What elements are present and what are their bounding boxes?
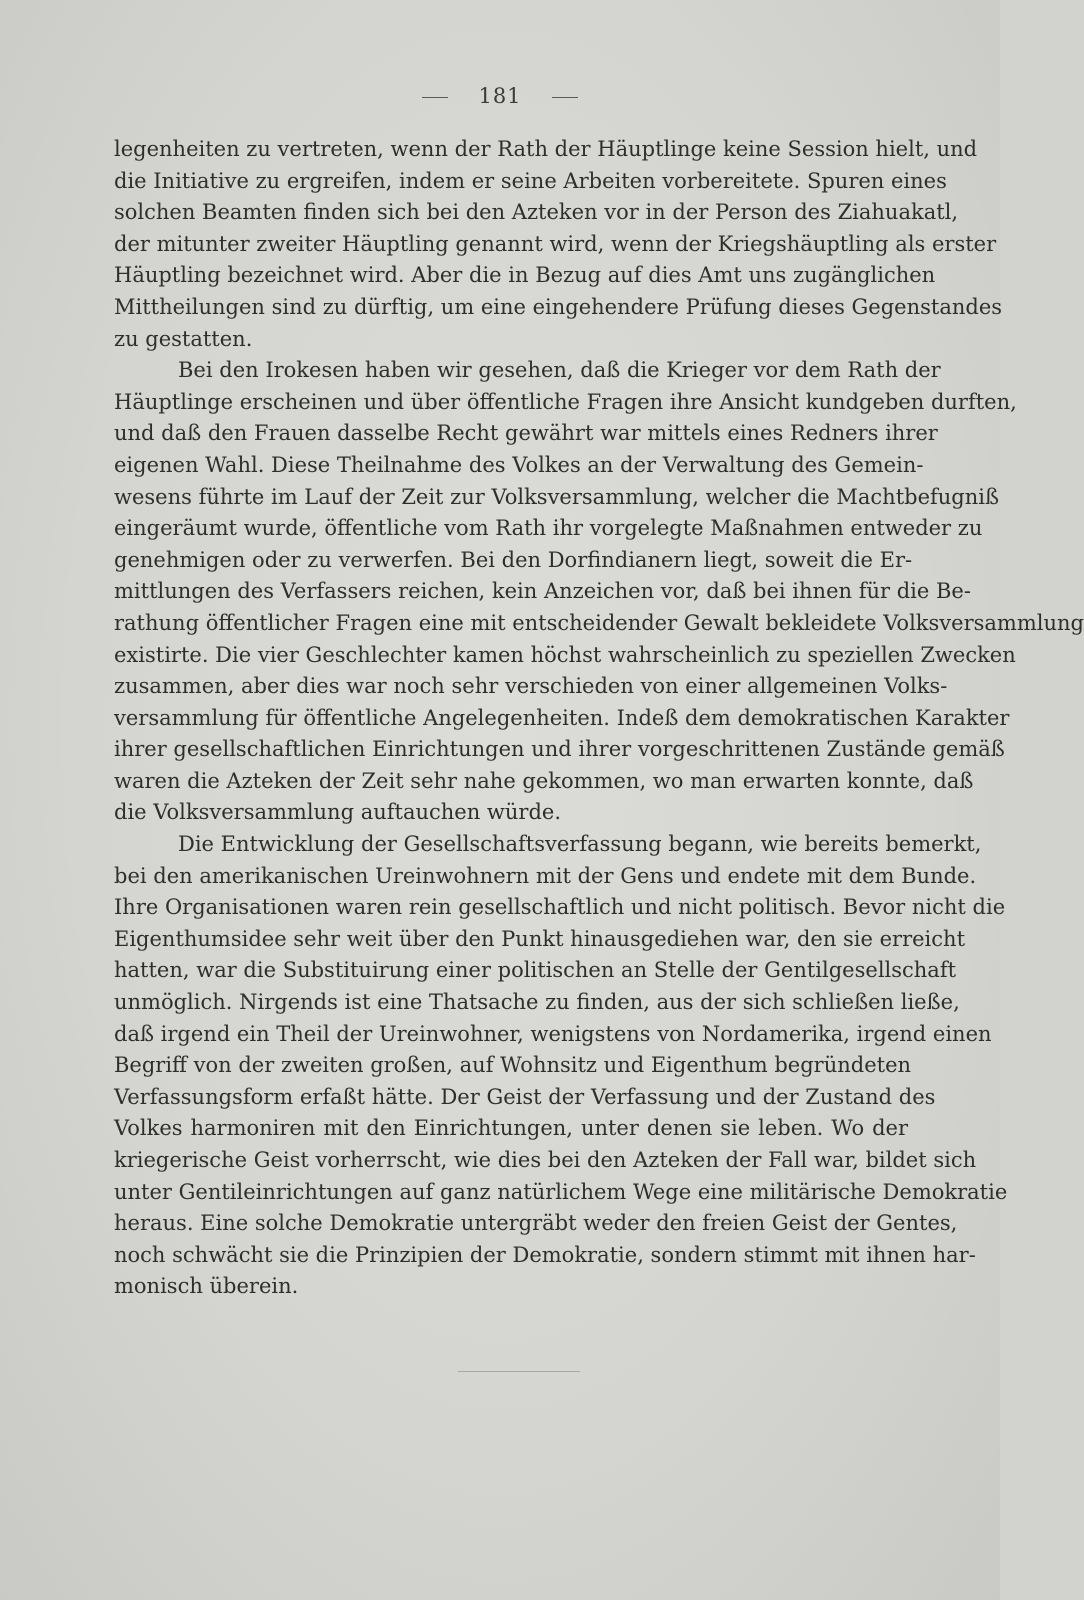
text-line: ihrer gesellschaftlichen Einrichtungen und ihrer vorgeschrittenen Zustände gemäß [114, 737, 1005, 762]
text-line: rathung öffentlicher Fragen eine mit entscheidender Gewalt bekleidete Volksversammlung [114, 610, 1084, 635]
text-line: Häuptlinge erscheinen und über öffentliche Fragen ihre Ansicht kundgeben durften, [114, 389, 1017, 414]
header-dash-left [422, 97, 448, 98]
text-line: Mittheilungen sind zu dürftig, um eine eingehendere Prüfung dieses Gegenstandes [114, 294, 1003, 319]
text-line: versammlung für öffentliche Angelegenheiten. Indeß dem demokratischen Karakter [114, 705, 1010, 730]
section-divider [458, 1371, 580, 1372]
text-line: noch schwächt sie die Prinzipien der Demokratie, sondern stimmt mit ihnen har- [114, 1242, 976, 1267]
header-dash-right [552, 97, 578, 98]
text-line: die Volksversammlung auftauchen würde. [114, 800, 561, 825]
text-line: Eigenthumsidee sehr weit über den Punkt hinausgediehen war, den sie erreicht [114, 926, 966, 951]
text-line: Ihre Organisationen waren rein gesellschaftlich und nicht politisch. Bevor nicht die [114, 895, 1006, 920]
text-line: waren die Azteken der Zeit sehr nahe gekommen, wo man erwarten konnte, daß [114, 768, 974, 793]
text-line: unter Gentileinrichtungen auf ganz natürlichem Wege eine militärische Demokratie [114, 1179, 1008, 1204]
text-line: Volkes harmoniren mit den Einrichtungen, unter denen sie leben. Wo der [114, 1116, 908, 1141]
text-line: unmöglich. Nirgends ist eine Thatsache zu finden, aus der sich schließen ließe, [114, 990, 960, 1015]
page-number: 181 [478, 84, 522, 108]
text-line: solchen Beamten finden sich bei den Azteken vor in der Person des Ziahuakatl, [114, 200, 959, 225]
text-line: eigenen Wahl. Diese Theilnahme des Volkes an der Verwaltung des Gemein- [114, 452, 924, 477]
text-line: der mitunter zweiter Häuptling genannt wird, wenn der Kriegshäuptling als erster [114, 231, 997, 256]
page-number-header [0, 84, 1000, 108]
text-line: Häuptling bezeichnet wird. Aber die in Bezug auf dies Amt uns zugänglichen [114, 263, 936, 288]
text-line: hatten, war die Substituirung einer politischen an Stelle der Gentilgesellschaft [114, 958, 957, 983]
text-line: die Initiative zu ergreifen, indem er seine Arbeiten vorbereitete. Spuren eines [114, 168, 947, 193]
text-line: heraus. Eine solche Demokratie untergräbt weder den freien Geist der Gentes, [114, 1211, 958, 1236]
text-line: existirte. Die vier Geschlechter kamen höchst wahrscheinlich zu speziellen Zwecken [114, 642, 1016, 667]
text-line: Bei den Irokesen haben wir gesehen, daß die Krieger vor dem Rath der [178, 358, 941, 383]
text-line: monisch überein. [114, 1274, 299, 1299]
text-line: legenheiten zu vertreten, wenn der Rath der Häuptlinge keine Session hielt, und [114, 137, 978, 161]
text-line: Verfassungsform erfaßt hätte. Der Geist der Verfassung und der Zustand des [114, 1084, 936, 1109]
text-line: zu gestatten. [114, 326, 253, 351]
text-line: Begriff von der zweiten großen, auf Wohnsitz und Eigenthum begründeten [114, 1053, 912, 1078]
text-line: wesens führte im Lauf der Zeit zur Volksversammlung, welcher die Machtbefugniß [114, 484, 1000, 509]
text-line: eingeräumt wurde, öffentliche vom Rath ihr vorgelegte Maßnahmen entweder zu [114, 516, 983, 541]
text-line: genehmigen oder zu verwerfen. Bei den Dorfindianern liegt, soweit die Er- [114, 547, 913, 572]
text-line: mittlungen des Verfassers reichen, kein Anzeichen vor, daß bei ihnen für die Be- [114, 579, 971, 604]
body-text [114, 134, 1084, 1303]
text-line: daß irgend ein Theil der Ureinwohner, wenigstens von Nordamerika, irgend einen [114, 1021, 992, 1046]
text-line: zusammen, aber dies war noch sehr verschieden von einer allgemeinen Volks- [114, 674, 948, 699]
text-line: bei den amerikanischen Ureinwohnern mit der Gens und endete mit dem Bunde. [114, 863, 977, 888]
text-line: kriegerische Geist vorherrscht, wie dies bei den Azteken der Fall war, bildet sich [114, 1148, 977, 1172]
text-line: Die Entwicklung der Gesellschaftsverfassung begann, wie bereits bemerkt, [178, 832, 982, 857]
text-line: und daß den Frauen dasselbe Recht gewährt war mittels eines Redners ihrer [114, 421, 938, 446]
